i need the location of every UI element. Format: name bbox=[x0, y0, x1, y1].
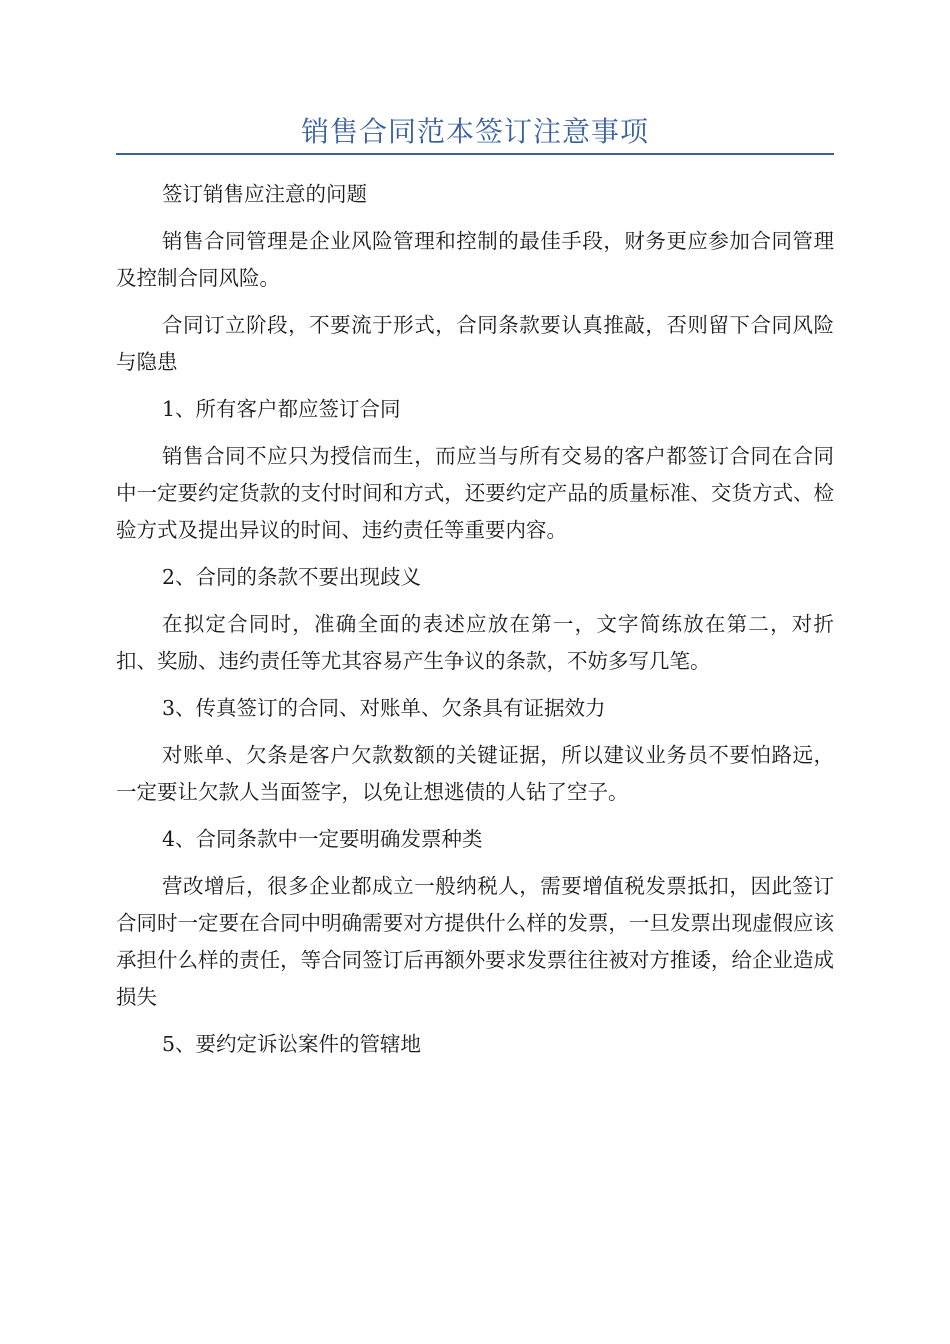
section-heading-2: 2、合同的条款不要出现歧义 bbox=[162, 565, 422, 589]
paragraph: 合同订立阶段，不要流于形式，合同条款要认真推敲，否则留下合同风险与隐患 bbox=[116, 313, 834, 374]
section-heading-3: 3、传真签订的合同、对账单、欠条具有证据效力 bbox=[162, 696, 606, 720]
paragraph-intro-heading: 签订销售应注意的问题 bbox=[162, 182, 367, 206]
section-heading-1: 1、所有客户都应签订合同 bbox=[162, 397, 401, 421]
document-body bbox=[116, 176, 834, 1073]
paragraph: 销售合同不应只为授信而生，而应当与所有交易的客户都签订合同在合同中一定要约定货款的支付时间和方式，还要约定产品的质量标准、交货方式、检验方式及提出异议的时间、违约责任等重要内容。 bbox=[116, 444, 834, 542]
paragraph: 对账单、欠条是客户欠款数额的关键证据，所以建议业务员不要怕路远，一定要让欠款人当面签字，以免让想逃债的人钻了空子。 bbox=[116, 743, 834, 804]
paragraph: 在拟定合同时，准确全面的表述应放在第一，文字简练放在第二，对折扣、奖励、违约责任等尤其容易产生争议的条款，不妨多写几笔。 bbox=[116, 612, 834, 673]
section-heading-4: 4、合同条款中一定要明确发票种类 bbox=[162, 827, 483, 851]
title-underline bbox=[116, 153, 834, 155]
paragraph: 营改增后，很多企业都成立一般纳税人，需要增值税发票抵扣，因此签订合同时一定要在合同中明确需要对方提供什么样的发票，一旦发票出现虚假应该承担什么样的责任，等合同签订后再额外要求发票往往被对方推诿，给企业造成损失 bbox=[116, 874, 834, 1009]
paragraph: 销售合同管理是企业风险管理和控制的最佳手段，财务更应参加合同管理及控制合同风险。 bbox=[116, 229, 834, 290]
document-title: 销售合同范本签订注意事项 bbox=[300, 115, 649, 148]
section-heading-5: 5、要约定诉讼案件的管辖地 bbox=[162, 1032, 422, 1056]
